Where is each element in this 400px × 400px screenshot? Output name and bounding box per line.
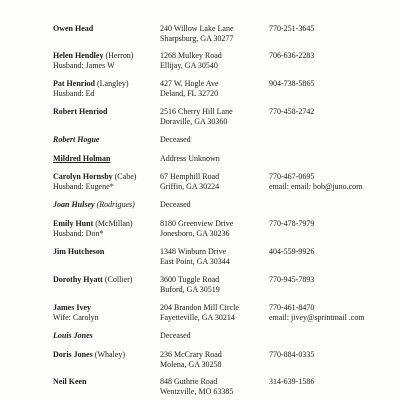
address-column [160, 350, 265, 370]
phone-number: 770-458-2742 [269, 107, 315, 116]
phone-number: 904-738-5865 [269, 79, 315, 88]
phone-number: 706-636-2283 [269, 51, 315, 60]
address-column [160, 377, 265, 397]
contact-column [269, 24, 394, 34]
person-name: Joan Hulsey [53, 200, 95, 209]
name-line [53, 377, 158, 387]
city-state-zip: Sharpsburg, GA 30277 [160, 34, 234, 43]
street-address: 240 Willow Lake Lane [160, 24, 234, 33]
phone-number: 770-461-8470 [269, 303, 315, 312]
spouse-line: Husband: Ed [53, 89, 95, 98]
name-column [53, 154, 158, 164]
email-address: email: jivey@sprintmail .com [269, 313, 365, 322]
address-column [160, 51, 265, 71]
maiden-name: (Collier) [102, 275, 133, 284]
maiden-name: (Rodrigues) [94, 200, 135, 209]
address-column [160, 135, 265, 145]
city-state-zip: Doraville, GA 30360 [160, 117, 228, 126]
city-state-zip: Wentzville, MO 63385 [160, 387, 234, 396]
name-column [53, 350, 158, 360]
spouse-line: Wife: Carolyn [53, 313, 99, 322]
spouse-line: Husband: James W [53, 61, 115, 70]
name-column [53, 172, 158, 192]
contact-column [269, 51, 394, 61]
street-address: 1268 Mulkey Road [160, 51, 222, 60]
contact-column [269, 275, 394, 285]
person-name: Louis Jones [53, 331, 93, 340]
maiden-name: (Cabe) [112, 172, 137, 181]
name-line [53, 24, 158, 34]
name-line [53, 247, 158, 257]
person-name: Owen Head [53, 24, 94, 33]
phone-number: 770-251-3645 [269, 24, 315, 33]
name-line [53, 331, 158, 341]
name-line [53, 219, 158, 229]
street-address: 427 W. Hogle Ave [160, 79, 219, 88]
address-column [160, 219, 265, 239]
name-line [53, 275, 158, 285]
contact-column [269, 377, 394, 387]
name-column [53, 303, 158, 323]
name-line [53, 172, 158, 182]
street-address: 204 Brandon Mill Circle [160, 303, 239, 312]
name-line [53, 51, 158, 61]
contact-column [269, 107, 394, 117]
name-line [53, 135, 158, 145]
person-name: Emily Hunt [53, 219, 94, 228]
street-address: Deceased [160, 200, 191, 209]
name-line [53, 303, 158, 313]
person-name: Mildred Holman [53, 154, 111, 163]
phone-number: 404-559-9926 [269, 247, 315, 256]
person-name: Doris Jones [53, 350, 93, 359]
name-column [53, 200, 158, 210]
spouse-line: Husband: Eugene* [53, 182, 114, 191]
address-column [160, 79, 265, 99]
address-column [160, 200, 265, 210]
name-column [53, 51, 158, 71]
name-column [53, 275, 158, 285]
city-state-zip: Ellijay, GA 30540 [160, 61, 218, 70]
address-column [160, 247, 265, 267]
street-address: 236 McCrary Road [160, 350, 222, 359]
contact-column [269, 247, 394, 257]
maiden-name: (Whaley) [92, 350, 125, 359]
person-name: Carolyn Hornsby [53, 172, 113, 181]
city-state-zip: Deland, FL 32720 [160, 89, 219, 98]
contact-column [269, 303, 394, 323]
name-column [53, 24, 158, 34]
contact-column [269, 350, 394, 360]
person-name: Jim Hutcheson [53, 247, 105, 256]
city-state-zip: Griffin, GA 30224 [160, 182, 220, 191]
city-state-zip: East Point, GA 30344 [160, 257, 230, 266]
street-address: 67 Hemphill Road [160, 172, 220, 181]
name-line [53, 154, 158, 164]
name-line [53, 107, 158, 117]
maiden-name: (Herron) [103, 51, 134, 60]
name-column [53, 219, 158, 239]
city-state-zip: Fayetteville, GA 30214 [160, 313, 235, 322]
name-column [53, 79, 158, 99]
street-address: 8180 Greenview Drive [160, 219, 234, 228]
maiden-name: (McMillan) [93, 219, 133, 228]
name-column [53, 377, 158, 387]
name-column [53, 247, 158, 257]
contact-column [269, 172, 394, 192]
name-line [53, 350, 158, 360]
phone-number: 314-639-1586 [269, 377, 315, 386]
person-name: James Ivey [53, 303, 91, 312]
address-column [160, 107, 265, 127]
address-column [160, 303, 265, 323]
address-column [160, 172, 265, 192]
street-address: 3600 Tuggle Road [160, 275, 220, 284]
city-state-zip: Molena, GA 30258 [160, 360, 222, 369]
street-address: Address Unknown [160, 154, 220, 163]
email-address: email: email: bob@juno.com [269, 182, 363, 191]
city-state-zip: Jonesboro, GA 30236 [160, 229, 230, 238]
name-column [53, 107, 158, 117]
person-name: Robert Henriod [53, 107, 108, 116]
phone-number: 770-467-0695 [269, 172, 315, 181]
person-name: Neil Keen [53, 377, 87, 386]
city-state-zip: Buford, GA 30519 [160, 285, 220, 294]
contact-column [269, 219, 394, 229]
street-address: 1348 Winburn Drive [160, 247, 227, 256]
phone-number: 770-884-0335 [269, 350, 315, 359]
spouse-line: Husband: Don* [53, 229, 104, 238]
street-address: Deceased [160, 331, 191, 340]
address-column [160, 275, 265, 295]
maiden-name: (Langley) [95, 79, 129, 88]
contact-column [269, 79, 394, 89]
phone-number: 770-478-7979 [269, 219, 315, 228]
name-line [53, 79, 158, 89]
street-address: Deceased [160, 135, 191, 144]
person-name: Pat Henriod [53, 79, 95, 88]
street-address: 848 Guthrie Road [160, 377, 218, 386]
name-column [53, 135, 158, 145]
address-column [160, 331, 265, 341]
address-column [160, 154, 265, 164]
phone-number: 770-945-7893 [269, 275, 315, 284]
person-name: Helen Hendley [53, 51, 104, 60]
person-name: Dorothy Hyatt [53, 275, 103, 284]
name-line [53, 200, 158, 210]
person-name: Robert Hogue [53, 135, 100, 144]
name-column [53, 331, 158, 341]
address-column [160, 24, 265, 44]
street-address: 2516 Cherry Hill Lane [160, 107, 233, 116]
